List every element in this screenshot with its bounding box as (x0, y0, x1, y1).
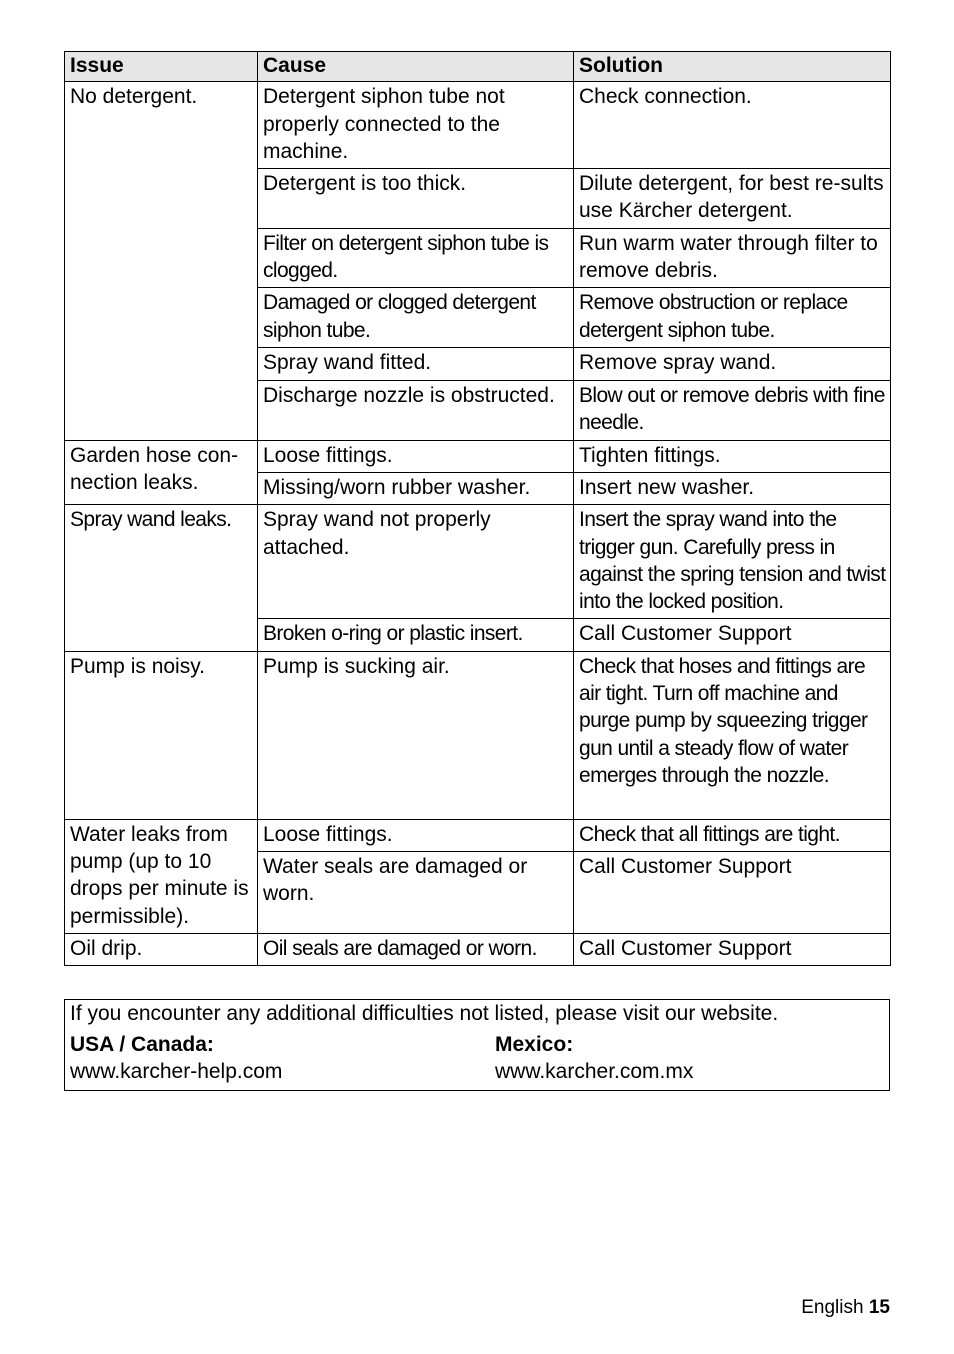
table-row (65, 651, 891, 819)
cause-cell: Discharge nozzle is obstructed. (258, 380, 574, 440)
table-row (65, 819, 891, 851)
table-header-row (65, 52, 891, 82)
page-footer (801, 1297, 890, 1319)
issue-cell: Water leaks from pump (up to 10 drops per minute is permissible). (65, 819, 258, 933)
cause-cell: Spray wand not properly attached. (258, 505, 574, 619)
issue-cell: Pump is noisy. (65, 651, 258, 819)
solution-cell: Insert the spray wand into the trigger gun. Carefully press in against the spring tension and twist into the locked position. (574, 505, 891, 619)
table-row (65, 440, 891, 472)
issue-cell: Spray wand leaks. (65, 505, 258, 651)
footer-language: English (801, 1297, 864, 1318)
page-number: 15 (868, 1297, 890, 1318)
issue-cell: Oil drip. (65, 934, 258, 966)
solution-cell: Call Customer Support (574, 619, 891, 651)
cause-cell: Spray wand fitted. (258, 348, 574, 380)
support-intro-text: If you encounter any additional difficulties not listed, please visit our website. (70, 1002, 779, 1025)
cause-cell: Oil seals are damaged or worn. (258, 934, 574, 966)
cause-cell: Detergent siphon tube not properly connected to the machine. (258, 82, 574, 169)
solution-cell: Check connection. (574, 82, 891, 169)
solution-cell: Call Customer Support (574, 852, 891, 934)
issue-cell: No detergent. (65, 82, 258, 440)
solution-cell: Check that all fittings are tight. (574, 819, 891, 851)
cause-cell: Water seals are damaged or worn. (258, 852, 574, 934)
mexico-url: www.karcher.com.mx (495, 1060, 694, 1084)
table-row (65, 82, 891, 169)
cause-cell: Damaged or clogged detergent siphon tube. (258, 288, 574, 348)
solution-cell: Call Customer Support (574, 934, 891, 966)
mexico-contact (495, 1031, 693, 1086)
usa-canada-url: www.karcher-help.com (70, 1060, 283, 1084)
cause-cell: Filter on detergent siphon tube is clogged. (258, 228, 574, 288)
mexico-label: Mexico: (495, 1033, 574, 1056)
solution-cell: Run warm water through filter to remove debris. (574, 228, 891, 288)
solution-cell: Insert new washer. (574, 472, 891, 504)
header-solution: Solution (574, 52, 891, 82)
troubleshooting-table (64, 51, 891, 966)
issue-cell: Garden hose con-nection leaks. (65, 440, 258, 505)
cause-cell: Pump is sucking air. (258, 651, 574, 819)
cause-cell: Broken o-ring or plastic insert. (258, 619, 574, 651)
solution-cell: Remove spray wand. (574, 348, 891, 380)
support-info-box (64, 999, 890, 1091)
header-issue: Issue (65, 52, 258, 82)
usa-canada-label: USA / Canada: (70, 1033, 214, 1056)
header-cause: Cause (258, 52, 574, 82)
usa-canada-contact (70, 1031, 282, 1086)
cause-cell: Loose fittings. (258, 819, 574, 851)
solution-cell: Check that hoses and fittings are air tight. Turn off machine and purge pump by squeezing trigger gun until a steady flow of water emerges through the nozzle. (574, 651, 891, 819)
table-row (65, 934, 891, 966)
solution-cell: Tighten fittings. (574, 440, 891, 472)
table-row (65, 505, 891, 619)
cause-cell: Detergent is too thick. (258, 169, 574, 229)
solution-cell: Dilute detergent, for best re-sults use Kärcher detergent. (574, 169, 891, 229)
cause-cell: Missing/worn rubber washer. (258, 472, 574, 504)
solution-cell: Remove obstruction or replace detergent siphon tube. (574, 288, 891, 348)
cause-cell: Loose fittings. (258, 440, 574, 472)
solution-cell: Blow out or remove debris with fine needle. (574, 380, 891, 440)
